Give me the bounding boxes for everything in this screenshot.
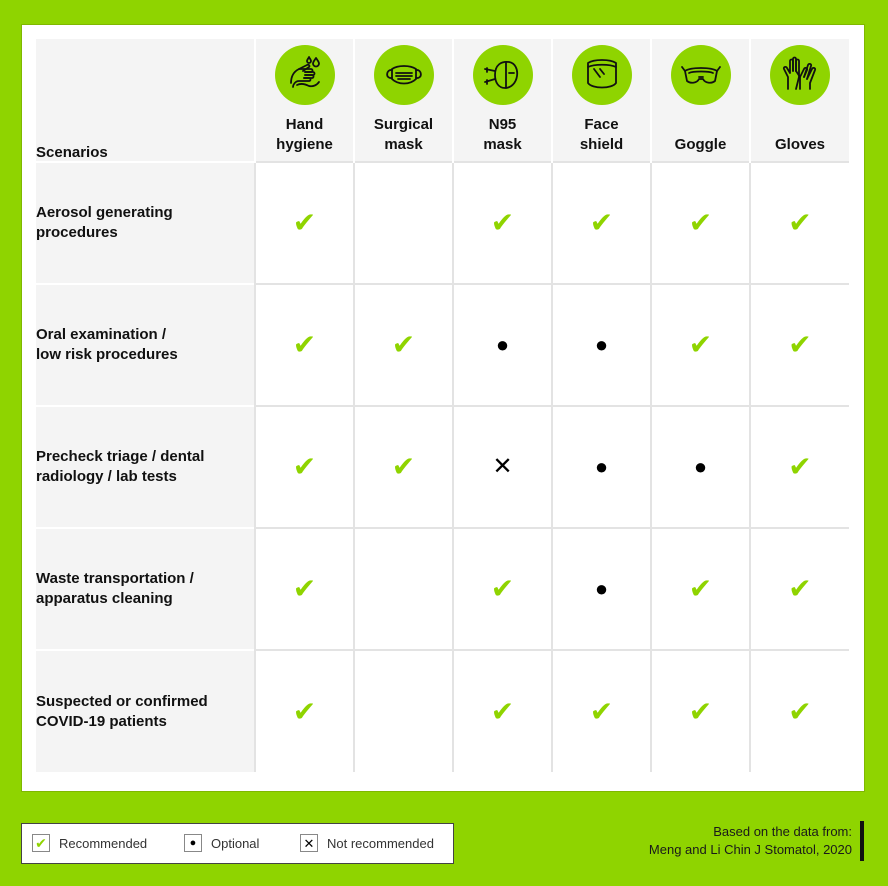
scenario-label-line2: apparatus cleaning	[36, 590, 173, 607]
table-row	[36, 162, 849, 284]
legend-label: Optional	[211, 835, 260, 851]
table-cell	[651, 162, 750, 284]
face-shield-icon	[572, 45, 632, 105]
legend-glyph: ✕	[303, 835, 315, 851]
recommended-check-mark: ✔	[490, 207, 515, 238]
recommended-check-mark: ✔	[292, 329, 317, 360]
recommended-check-mark: ✔	[788, 329, 812, 360]
table-body	[36, 162, 849, 772]
recommended-check-mark: ✔	[292, 573, 317, 604]
column-label-line2: shield	[579, 136, 624, 153]
legend-label: Not recommended	[327, 835, 434, 851]
optional-dot-mark: ●	[594, 453, 609, 479]
recommended-check-mark: ✔	[292, 451, 317, 482]
legend-item-recommended	[32, 834, 147, 852]
scenario-label-line1: Oral examination /	[36, 326, 167, 343]
recommended-check-mark: ✔	[688, 207, 713, 238]
source-accent-bar	[860, 821, 864, 861]
table-cell	[453, 528, 552, 650]
column-label-line1: Hand	[285, 116, 324, 133]
ppe-scenario-table	[36, 39, 849, 772]
gloves-icon	[770, 45, 830, 105]
table-cell	[255, 162, 354, 284]
hand-washing-icon	[275, 45, 335, 105]
recommended-check-mark: ✔	[788, 207, 812, 238]
recommended-check-mark: ✔	[391, 329, 416, 360]
table-cell	[750, 406, 849, 528]
table-cell	[453, 162, 552, 284]
scenarios-header: Scenarios	[36, 39, 255, 162]
scenario-label-line2: procedures	[36, 224, 118, 241]
table-cell	[651, 284, 750, 406]
table-cell	[750, 528, 849, 650]
table-cell	[354, 406, 453, 528]
optional-dot-mark: ●	[594, 575, 609, 601]
optional-dot-mark: ●	[594, 331, 609, 357]
recommended-check-icon	[32, 834, 50, 852]
recommended-check-mark: ✔	[788, 451, 812, 482]
table-cell	[750, 162, 849, 284]
legend-glyph: ✔	[35, 835, 47, 851]
table-cell	[255, 406, 354, 528]
column-label-line1: Face	[584, 116, 619, 133]
ppe-table-card	[21, 24, 865, 792]
column-header-gloves	[750, 39, 849, 162]
column-label-line1: N95	[488, 116, 517, 133]
table-cell	[552, 650, 651, 772]
table-cell	[453, 284, 552, 406]
table-cell	[552, 528, 651, 650]
table-cell	[750, 284, 849, 406]
table-cell	[453, 650, 552, 772]
legend-item-optional	[184, 834, 259, 852]
table-cell	[651, 528, 750, 650]
recommended-check-mark: ✔	[391, 451, 416, 482]
scenario-label-line2: COVID-19 patients	[36, 712, 167, 730]
table-row	[36, 284, 849, 406]
recommended-check-mark: ✔	[589, 207, 614, 238]
table-cell	[354, 528, 453, 650]
column-label-line2: hygiene	[276, 136, 333, 153]
table-header-row	[36, 39, 849, 162]
scenario-label-line1: Aerosol generating	[36, 204, 173, 221]
recommended-check-mark: ✔	[589, 695, 614, 727]
not-recommended-x-mark: ✕	[492, 453, 513, 480]
table-cell	[255, 650, 354, 772]
column-label-line1: Goggle	[674, 136, 727, 153]
recommended-check-mark: ✔	[688, 573, 713, 604]
table-row	[36, 406, 849, 528]
scenario-label-line2: radiology / lab tests	[36, 468, 177, 485]
optional-dot-icon	[184, 834, 202, 852]
recommended-check-mark: ✔	[688, 329, 713, 360]
column-header-face-shield	[552, 39, 651, 162]
table-row	[36, 528, 849, 650]
optional-dot-mark: ●	[693, 453, 708, 479]
not-recommended-x-icon	[300, 834, 318, 852]
table-cell	[255, 284, 354, 406]
scenario-label	[36, 162, 255, 284]
table-cell	[354, 650, 453, 772]
table-cell	[453, 406, 552, 528]
recommended-check-mark: ✔	[788, 573, 812, 604]
scenario-label	[36, 650, 255, 772]
table-row	[36, 650, 849, 772]
legend-label: Recommended	[59, 835, 148, 851]
scenario-label-line1: Precheck triage / dental	[36, 448, 205, 465]
scenario-label-line2: low risk procedures	[36, 346, 178, 363]
source-citation	[649, 823, 852, 859]
table-cell	[552, 284, 651, 406]
table-cell	[255, 528, 354, 650]
table-cell	[552, 406, 651, 528]
legend-glyph: ●	[189, 836, 197, 849]
column-label-line2: mask	[384, 136, 423, 153]
surgical-mask-icon	[374, 45, 434, 105]
recommended-check-mark: ✔	[292, 207, 317, 238]
recommended-check-mark: ✔	[490, 695, 515, 727]
column-header-surgical-mask	[354, 39, 453, 162]
n95-mask-icon	[473, 45, 533, 105]
scenario-label-line1: Waste transportation /	[36, 570, 194, 587]
column-header-hand-hygiene	[255, 39, 354, 162]
scenario-label	[36, 284, 255, 406]
goggle-icon	[671, 45, 731, 105]
recommended-check-mark: ✔	[292, 695, 317, 727]
column-label-line1: Gloves	[774, 136, 826, 153]
legend-item-not-recommended	[300, 834, 434, 852]
legend	[21, 823, 454, 864]
scenario-label-line1: Suspected or confirmed	[36, 692, 208, 710]
optional-dot-mark: ●	[495, 331, 510, 357]
recommended-check-mark: ✔	[490, 573, 515, 604]
table-cell	[354, 162, 453, 284]
table-cell	[651, 650, 750, 772]
column-header-n95-mask	[453, 39, 552, 162]
column-label-line1: Surgical	[373, 116, 434, 133]
scenario-label	[36, 406, 255, 528]
column-header-goggle	[651, 39, 750, 162]
source-line2: Meng and Li Chin J Stomatol, 2020	[648, 842, 852, 857]
recommended-check-mark: ✔	[788, 695, 812, 727]
table-cell	[750, 650, 849, 772]
source-line1: Based on the data from:	[713, 824, 852, 839]
table-cell	[354, 284, 453, 406]
table-cell	[651, 406, 750, 528]
table-cell	[552, 162, 651, 284]
scenario-label	[36, 528, 255, 650]
recommended-check-mark: ✔	[688, 695, 713, 727]
column-label-line2: mask	[483, 136, 522, 153]
